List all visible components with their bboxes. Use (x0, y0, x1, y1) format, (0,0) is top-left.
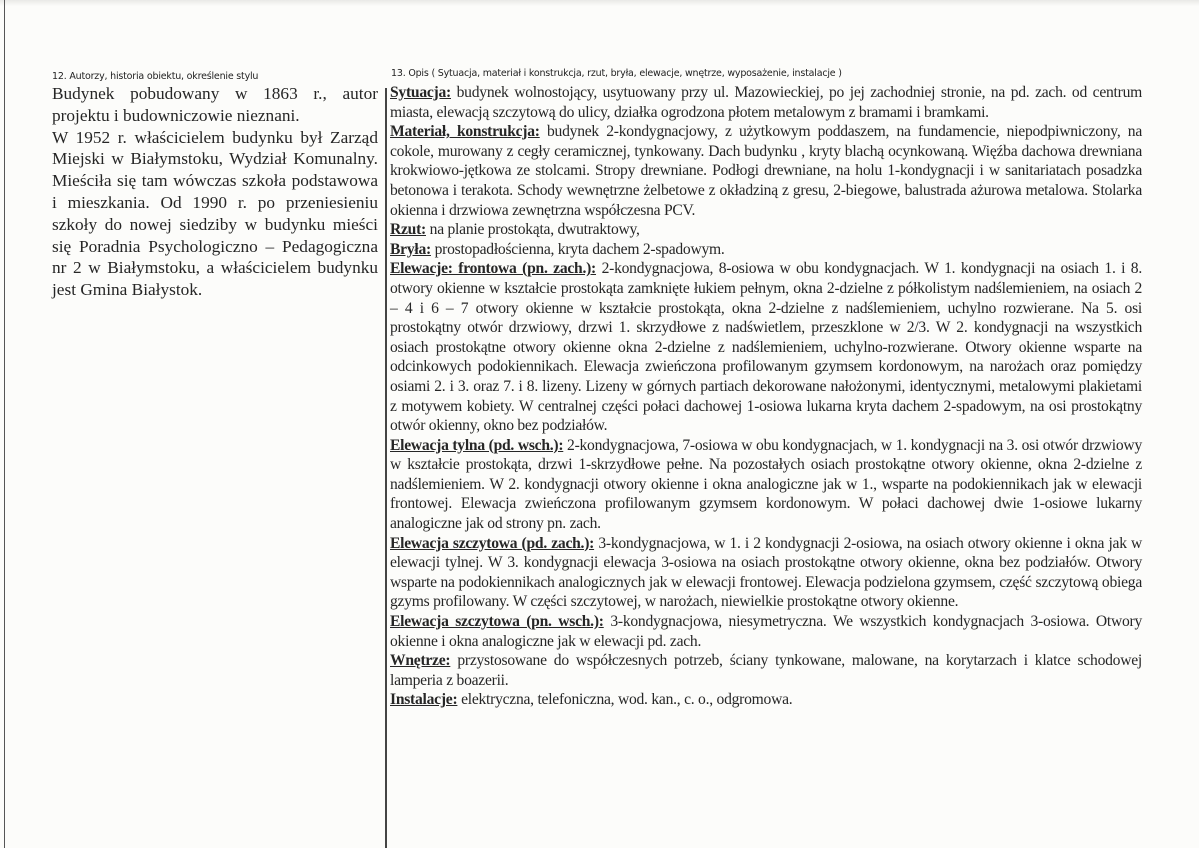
section-label: Elewacje: frontowa (pn. zach.): (390, 260, 597, 278)
section-label: Wnętrze: (390, 652, 451, 670)
column-divider (385, 88, 387, 848)
description-section (390, 259, 1142, 435)
section-label: Elewacja szczytowa (pd. zach.): (390, 534, 595, 552)
section-text: 3-kondygnacjowa, w 1. i 2 kondygnacji 2-osiowa, na osiach otwory okienne i okna jak w elewacji tylnej. W 3. kondygnacji elewacja 3-osiowa na osiach prostokątne otwory okienne, okna bez podziałów. Otwory wsparte na podokiennikach analogicznych jak w elewacji frontowej. Elewacja podzielona gzymsem, część szczytową obiega gzyms profilowany. W części szczytowej, w narożach, niewielkie prostokątne otwory okienne. (390, 534, 1143, 611)
description-section (390, 83, 1142, 122)
section-text: prostopadłościenna, kryta dachem 2-spadowym. (430, 240, 725, 258)
section-text: budynek 2-kondygnacjowy, z użytkowym poddaszem, na fundamencie, niepodpiwniczony, na cokole, murowany z cegły ceramicznej, tynkowany. Dach budynku , kryty blachą ocynkowaną. Więźba dachowa drewniana krokwiowo-jętkowa ze stolcami. Stropy drewniane. Podłogi drewniane, na holu 1-kondygnacji i w sanitariatach posadzka betonowa i terakota. Schody wewnętrzne żelbetowe z okładziną z gresu, 2-biegowe, balustrada ażurowa metalowa. Stolarka okienna i drzwiowa zewnętrzna współczesna PCV. (390, 123, 1142, 219)
section-text: 3-kondygnacjowa, niesymetryczna. We wszystkich kondygnacjach 3-osiowa. Otwory okienne i okna analogiczne jak w elewacji pd. zach. (390, 613, 1143, 650)
description-section (390, 690, 1142, 710)
section-label: Materiał, konstrukcja: (390, 123, 540, 141)
history-column (52, 83, 378, 301)
section-12-heading: 12. Autorzy, historia obiektu, określenie stylu (52, 71, 259, 82)
description-section (390, 220, 1142, 240)
section-text: przystosowane do współczesnych potrzeb, ściany tynkowane, malowane, na korytarzach i klatce schodowej lamperia z boazerii. (390, 652, 1142, 689)
description-section (390, 534, 1142, 612)
description-column (390, 83, 1142, 710)
section-text: 2-kondygnacjowa, 7-osiowa w obu kondygnacjach, w 1. kondygnacji na 3. osi otwór drzwiowy w kształcie prostokąta, drzwi 1-skrzydłowe pełne. Na pozostałych osiach prostokątne otwory okienne, okna 2-dzielne z nadślemieniem. W 2. kondygnacji otwory okienne i okna analogiczne jak w 1., wsparte na podokiennikach jak w elewacji frontowej. Elewacja zwieńczona profilowanym gzymsem kordonowym. W połaci dachowej dwie 1-osiowe lukarny analogiczne jak od strony pn. zach. (390, 436, 1142, 533)
description-section (390, 651, 1142, 690)
section-text: 2-kondygnacjowa, 8-osiowa w obu kondygnacjach. W 1. kondygnacji na osiach 1. i 8. otwory okienne w kształcie prostokąta zamknięte łukiem pełnym, okna 2-dzielne z półkolistym nadślemieniem, na osiach 2 – 4 i 6 – 7 otwory okienne w kształcie prostokąta, okna 2-dzielne z nadślemieniem, uchylno rozwierane. Na 5. osi prostokątny otwór drzwiowy, drzwi 1. skrzydłowe z nadświetlem, przeszklone w 2/3. W 2. kondygnacji na wszystkich osiach prostokątne otwory okienne okna 2-dzielne z nadślemieniem, uchylno-rozwierane. Otwory okienne wsparte na odcinkowych podokiennikach. Elewacja zwieńczona profilowanym gzymsem kordonowym, na narożach oraz pomiędzy osiami 2. i 3. oraz 7. i 8. lizeny. Lizeny w górnych partiach dekorowane nałożonymi, identycznymi, metalowymi plakietami z motywem kobiety. W centralnej części połaci dachowej 1-osiowa lukarna kryta dachem 2-spadowym, na osi prostokątny otwór okienny, okno bez podziałów. (390, 260, 1142, 435)
scan-top-edge (0, 0, 1199, 6)
description-section (390, 612, 1142, 651)
section-text: budynek wolnostojący, usytuowany przy ul. Mazowieckiej, po jej zachodniej stronie, na pd. zach. od centrum miasta, elewacją szczytową do ulicy, działka ogrodzona płotem metalowym z bramami i bramkami. (390, 84, 1142, 121)
page-left-border (4, 0, 5, 848)
description-section (390, 436, 1142, 534)
description-section (390, 122, 1142, 220)
history-paragraph: Budynek pobudowany w 1863 r., autor projektu i budowniczowie nieznani. (52, 84, 378, 125)
history-paragraph: W 1952 r. właścicielem budynku był Zarząd Miejski w Białymstoku, Wydział Komunalny. Mieściła się tam wówczas szkoła podstawowa i mieszkania. Od 1990 r. po przeniesieniu szkoły do nowej siedziby w budynku mieści się Poradnia Psychologiczno – Pedagogiczna nr 2 w Białymstoku, a właścicielem budynku jest Gmina Białystok. (52, 127, 378, 300)
section-label: Elewacja szczytowa (pn. wsch.): (390, 613, 604, 631)
section-label: Elewacja tylna (pd. wsch.): (390, 436, 564, 454)
section-13-heading: 13. Opis ( Sytuacja, materiał i konstrukcja, rzut, bryła, elewacje, wnętrze, wyposażenie, instalacje ) (391, 68, 842, 79)
section-text: na planie prostokąta, dwutraktowy, (426, 221, 640, 239)
section-label: Instalacje: (390, 691, 458, 709)
section-label: Rzut: (390, 221, 426, 239)
section-text: elektryczna, telefoniczna, wod. kan., c. o., odgromowa. (457, 691, 793, 709)
description-section (390, 240, 1142, 260)
section-label: Bryła: (390, 240, 431, 258)
section-label: Sytuacja: (390, 84, 451, 101)
